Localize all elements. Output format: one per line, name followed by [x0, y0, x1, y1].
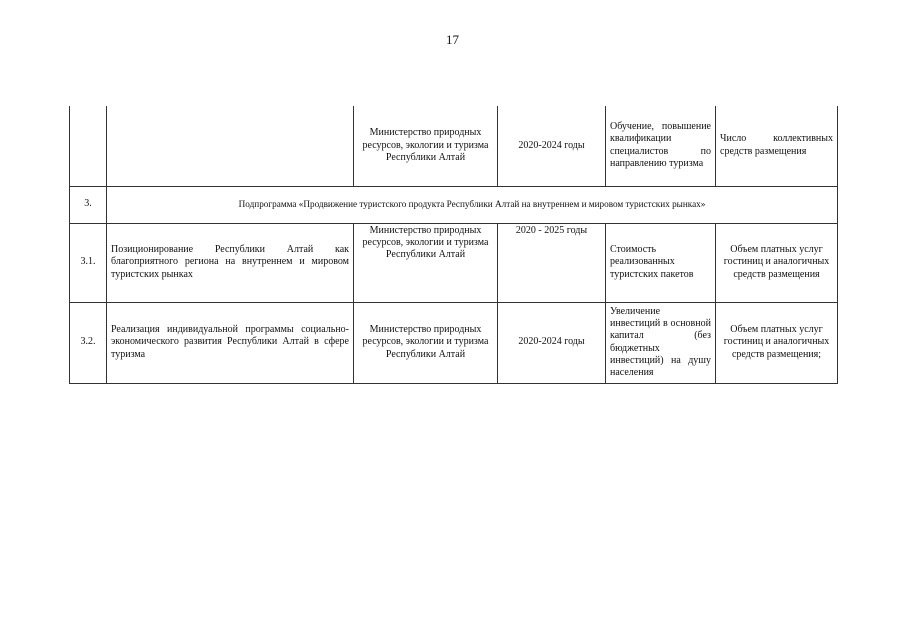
row-number [70, 106, 107, 186]
direct-result-cell: Стоимость реализованных туристских пакетов [606, 223, 716, 302]
term-cell: 2020-2024 годы [498, 106, 606, 186]
subprogram-row [70, 186, 838, 223]
indicator-cell: Число коллективных средств размещения [716, 106, 838, 186]
term-cell: 2020-2024 годы [498, 302, 606, 383]
program-table [69, 106, 838, 384]
table-row [70, 302, 838, 383]
term-cell: 2020 - 2025 годы [498, 223, 606, 302]
direct-result-cell: Увеличение инвестиций в основной капитал (без бюджетных инвестиций) на душу населения [606, 302, 716, 383]
subprogram-title: Подпрограмма «Продвижение туристского продукта Республики Алтай на внутреннем и мировом туристских рынках» [107, 186, 838, 223]
executor-cell: Министерство природных ресурсов, экологии и туризма Республики Алтай [354, 106, 498, 186]
indicator-cell: Объем платных услуг гостиниц и аналогичных средств размещения [716, 223, 838, 302]
event-cell: Позиционирование Республики Алтай как благоприятного региона на внутреннем и мировом туристских рынках [107, 223, 354, 302]
event-cell [107, 106, 354, 186]
page-number: 17 [446, 32, 459, 47]
executor-cell: Министерство природных ресурсов, экологии и туризма Республики Алтай [354, 223, 498, 302]
direct-result-cell: Обучение, повышение квалификации специалистов по направлению туризма [606, 106, 716, 186]
table-row [70, 223, 838, 302]
table-row [70, 106, 838, 186]
row-number: 3.2. [70, 302, 107, 383]
event-cell: Реализация индивидуальной программы социально-экономического развития Республики Алтай в сфере туризма [107, 302, 354, 383]
subprogram-number: 3. [70, 186, 107, 223]
row-number: 3.1. [70, 223, 107, 302]
executor-cell: Министерство природных ресурсов, экологии и туризма Республики Алтай [354, 302, 498, 383]
indicator-cell: Объем платных услуг гостиниц и аналогичных средств размещения; [716, 302, 838, 383]
